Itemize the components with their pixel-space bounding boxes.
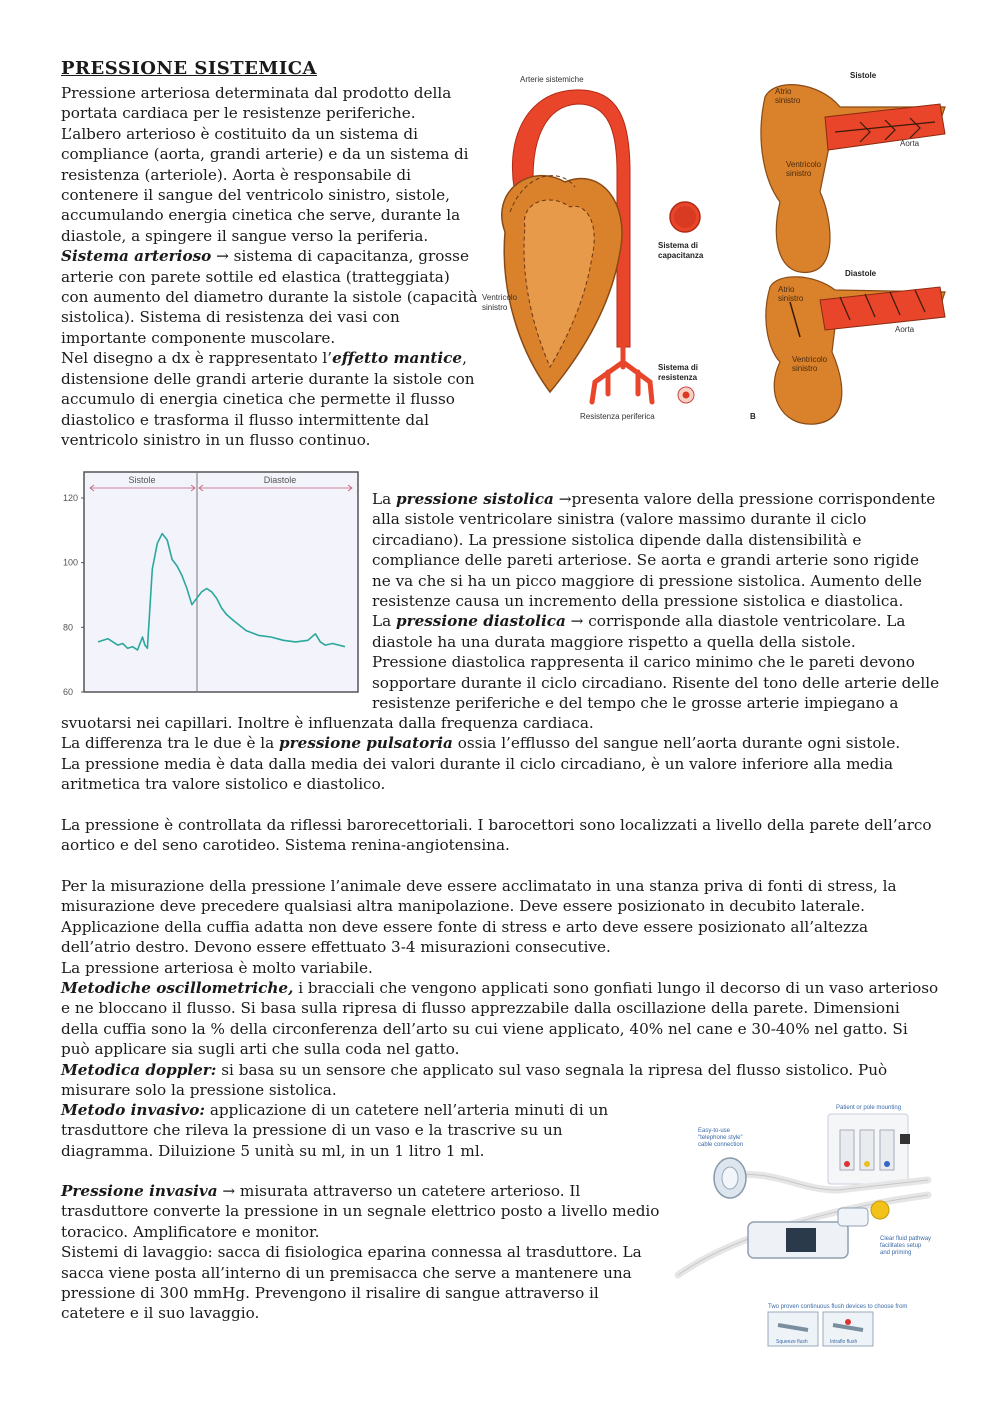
phase-label-sistole: Sistole bbox=[128, 475, 156, 485]
label-sistole: Sistole bbox=[850, 71, 877, 80]
label-flush-devices: Two proven continuous flush devices to choose from bbox=[768, 1304, 908, 1310]
full-width-paragraph-1: svuotarsi nei capillari. Inoltre è influenzata dalla frequenza cardiaca. La differenza tra le due è la pressione pulsatoria ossia l’efflusso del sangue nell’aorta durante ogni sistole. La pressione media è data dalla media dei valori durante il ciclo circadiano, è un valore inferiore alla media aritmetica tra valore sistolico e diastolico. bbox=[61, 714, 901, 794]
y-tick-label: 80 bbox=[63, 622, 74, 633]
label-intraflo-flush: Intraflo flush bbox=[830, 1339, 858, 1345]
label-squeeze-flush: Squeeze flush bbox=[776, 1339, 808, 1345]
y-tick-label: 120 bbox=[63, 493, 79, 503]
pressione-invasiva-term: Pressione invasiva bbox=[61, 1182, 218, 1200]
mantice-pre: Nel disegno a dx è rappresentato l’ bbox=[61, 349, 333, 368]
pressione-pulsatoria-term: pressione pulsatoria bbox=[279, 734, 453, 753]
pressure-right-paragraph: La pressione sistolica →presenta valore della pressione corrispondente alla sistole ventricolare sinistra (valore massimo durante il ciclo circadiano). La pressione sistolica dipende dalla distensibilità e compliance delle pareti arteriose. Se aorta e grandi arterie sono rigide ne va che si ha un picco maggiore di pressione sistolica. Aumento delle resistenze causa un incremento della pressione sistolica e diastolica. La pressione diastolica → corrisponde alla diastole ventricolare. La diastole ha una durata maggiore rispetto a quella della sistole. Pressione diastolica rappresenta il carico minimo che le pareti devono sopportare durante il ciclo circadiano. Risente del tono delle arterie delle resistenze periferiche e del tempo che le grosse arterie impiegano a bbox=[372, 490, 940, 713]
y-tick-label: 60 bbox=[63, 687, 74, 697]
doppler-term: Metodica doppler: bbox=[61, 1060, 217, 1079]
label-aorta-diastole: Aorta bbox=[895, 325, 915, 334]
y-tick-label: 100 bbox=[63, 557, 79, 568]
metodo-invasivo-paragraph: Metodo invasivo: applicazione di un catetere nell’arteria minuti di un trasduttore che rileva la pressione di un vaso e la trascrive su un diagramma. Diluizione 5 unità su ml, in un 1 litro 1 ml. bbox=[61, 1101, 609, 1160]
pressione-sistolica-text: →presenta valore della pressione corrispondente alla sistole ventricolare sinistra (valore massimo durante il ciclo circadiano). La pressione sistolica dipende dalla distensibilità e compliance delle pareti arteriose. Se aorta e grandi arterie sono rigide ne va che si ha un picco maggiore di pressione sistolica. Aumento delle resistenze causa un incremento della pressione sistolica e diastolica. bbox=[372, 490, 936, 611]
misurazione-paragraph: Per la misurazione della pressione l’animale deve essere acclimatato in una stanza priva di fonti di stress, la misurazione deve precedere qualsiasi altra manipolazione. Deve essere posizionato in decubito laterale. Applicazione della cuffia adatta non deve essere fonte di stress e arto deve essere posizionato all’altezza dell’atrio destro. Devono essere effettuato 3-4 misurazioni consecutive. La pressione arteriosa è molto variabile. Metodiche oscillometriche, i bracciali che vengono applicati sono gonfiati lungo il decorso di un vaso arterioso e ne bloccano il flusso. Si basa sulla ripresa di flusso apprezzabile dalla oscillazione della parete. Dimensioni della cuffia sono la % della circonferenza dell’arto su cui viene applicato, 40% nel cane e 30-40% nel gatto. Si può applicare sia sugli arti che sulla coda nel gatto. Metodica doppler: si basa su un sensore che applicato sul vaso segnala la ripresa del flusso sistolico. Può misurare solo la pressione sistolica. bbox=[61, 877, 939, 1100]
sistema-arterioso-term: Sistema arterioso bbox=[61, 247, 212, 266]
label-atrio-sistole: Atrio sinistro bbox=[775, 87, 801, 105]
metodo-invasivo-term: Metodo invasivo: bbox=[61, 1101, 206, 1119]
label-ventricolo-sistole: Ventricolo sinistro bbox=[786, 160, 822, 178]
lavaggio-text: Sistemi di lavaggio: sacca di fisiologica eparina connessa al trasduttore. La sacca viene posta all’interno di un premisacca che serve a mantenere una pressione di 300 mmHg. Prevengono il risalire di sangue attraverso il catetere e il suo lavaggio. bbox=[61, 1243, 642, 1323]
transducer-kit-figure bbox=[668, 1100, 950, 1350]
mantice-text: , distensione delle grandi arterie durante la sistole con accumulo di energia cinetica che permette il flusso diastolico e trasforma il flusso intermittente dal ventricolo sinistro in un flusso continuo. bbox=[61, 349, 475, 449]
chart-plot-area bbox=[84, 472, 358, 692]
label-sistema-capacitanza: Sistema di capacitanza bbox=[658, 241, 704, 260]
label-ventricolo-sinistro: Ventricolo sinistro bbox=[482, 293, 518, 312]
label-aorta-sistole: Aorta bbox=[900, 139, 920, 148]
label-diastole: Diastole bbox=[845, 269, 877, 278]
label-ventricolo-diastole: Ventricolo sinistro bbox=[792, 355, 828, 373]
pressure-waveform-chart bbox=[62, 470, 362, 702]
label-patient-mount: Patient or pole mounting bbox=[836, 1105, 902, 1111]
label-atrio-diastole: Atrio sinistro bbox=[778, 285, 804, 303]
phase-label-diastole: Diastole bbox=[263, 475, 297, 485]
sistema-arterioso-text: → sistema di capacitanza, grosse arterie con parete sottile ed elastica (tratteggiata) con aumento del diametro durante la sistole (capacità sistolica). Sistema di resistenza dei vasi con importante componente muscolare. bbox=[61, 247, 478, 347]
label-resistenza-periferica: Resistenza periferica bbox=[580, 412, 655, 421]
label-cable: Easy-to-use "telephone style" cable connection bbox=[698, 1128, 744, 1148]
diastolica-carico-text: Pressione diastolica rappresenta il carico minimo che le pareti devono sopportare durante il ciclo circadiano. Risente del tono delle arterie delle resistenze periferiche e del tempo che le grosse arterie impiegano a bbox=[372, 653, 940, 713]
pressione-invasiva-paragraph: Pressione invasiva → misurata attraverso un catetere arterioso. Il trasduttore converte la pressione in un segnale elettrico posto a livello medio toracico. Amplificatore e monitor. Sistemi di lavaggio: sacca di fisiologica eparina connessa al trasduttore. La sacca viene posta all’interno di un premisacca che serve a mantenere una pressione di 300 mmHg. Prevengono il risalire di sangue attraverso il catetere e il suo lavaggio. bbox=[61, 1182, 660, 1323]
intro-paragraph bbox=[61, 83, 479, 450]
label-b: B bbox=[750, 412, 756, 421]
oscillometriche-term: Metodiche oscillometriche, bbox=[61, 979, 294, 998]
pressione-sistolica-term: pressione sistolica bbox=[395, 490, 554, 508]
pressione-media-text: La pressione media è data dalla media dei valori durante il ciclo circadiano, è un valore inferiore alla media aritmetica tra valore sistolico e diastolico. bbox=[61, 754, 894, 794]
page-title: PRESSIONE SISTEMICA bbox=[61, 58, 318, 79]
label-clear-pathway: Clear fluid pathway facilitates setup and priming bbox=[880, 1236, 932, 1256]
pressione-diastolica-term: pressione diastolica bbox=[395, 612, 566, 631]
heart-arteries-figure bbox=[480, 62, 950, 432]
label-sistema-resistenza: Sistema di resistenza bbox=[658, 363, 699, 382]
effetto-mantice-term: effetto mantice bbox=[332, 349, 463, 368]
intro-text: Pressione arteriosa determinata dal prodotto della portata cardiaca per le resistenze periferiche. L’albero arterioso è costituito da un sistema di compliance (aorta, grandi arterie) e da un sistema di resistenza (arteriole). Aorta è responsabile di contenere il sangue del ventricolo sinistro, sistole, accumulando energia cinetica che serve, durante la diastole, a spingere il sangue verso la periferia. bbox=[61, 84, 469, 245]
label-arterie-sistemiche: Arterie sistemiche bbox=[520, 75, 584, 84]
pressione-diastolica-text: → corrisponde alla diastole ventricolare. La diastole ha una durata maggiore rispetto a quella della sistole. bbox=[372, 612, 906, 651]
barorecettori-paragraph: La pressione è controllata da riflessi barorecettoriali. I barocettori sono localizzati a livello della parete dell’arco aortico e del seno carotideo. Sistema renina-angiotensina. bbox=[61, 816, 932, 855]
